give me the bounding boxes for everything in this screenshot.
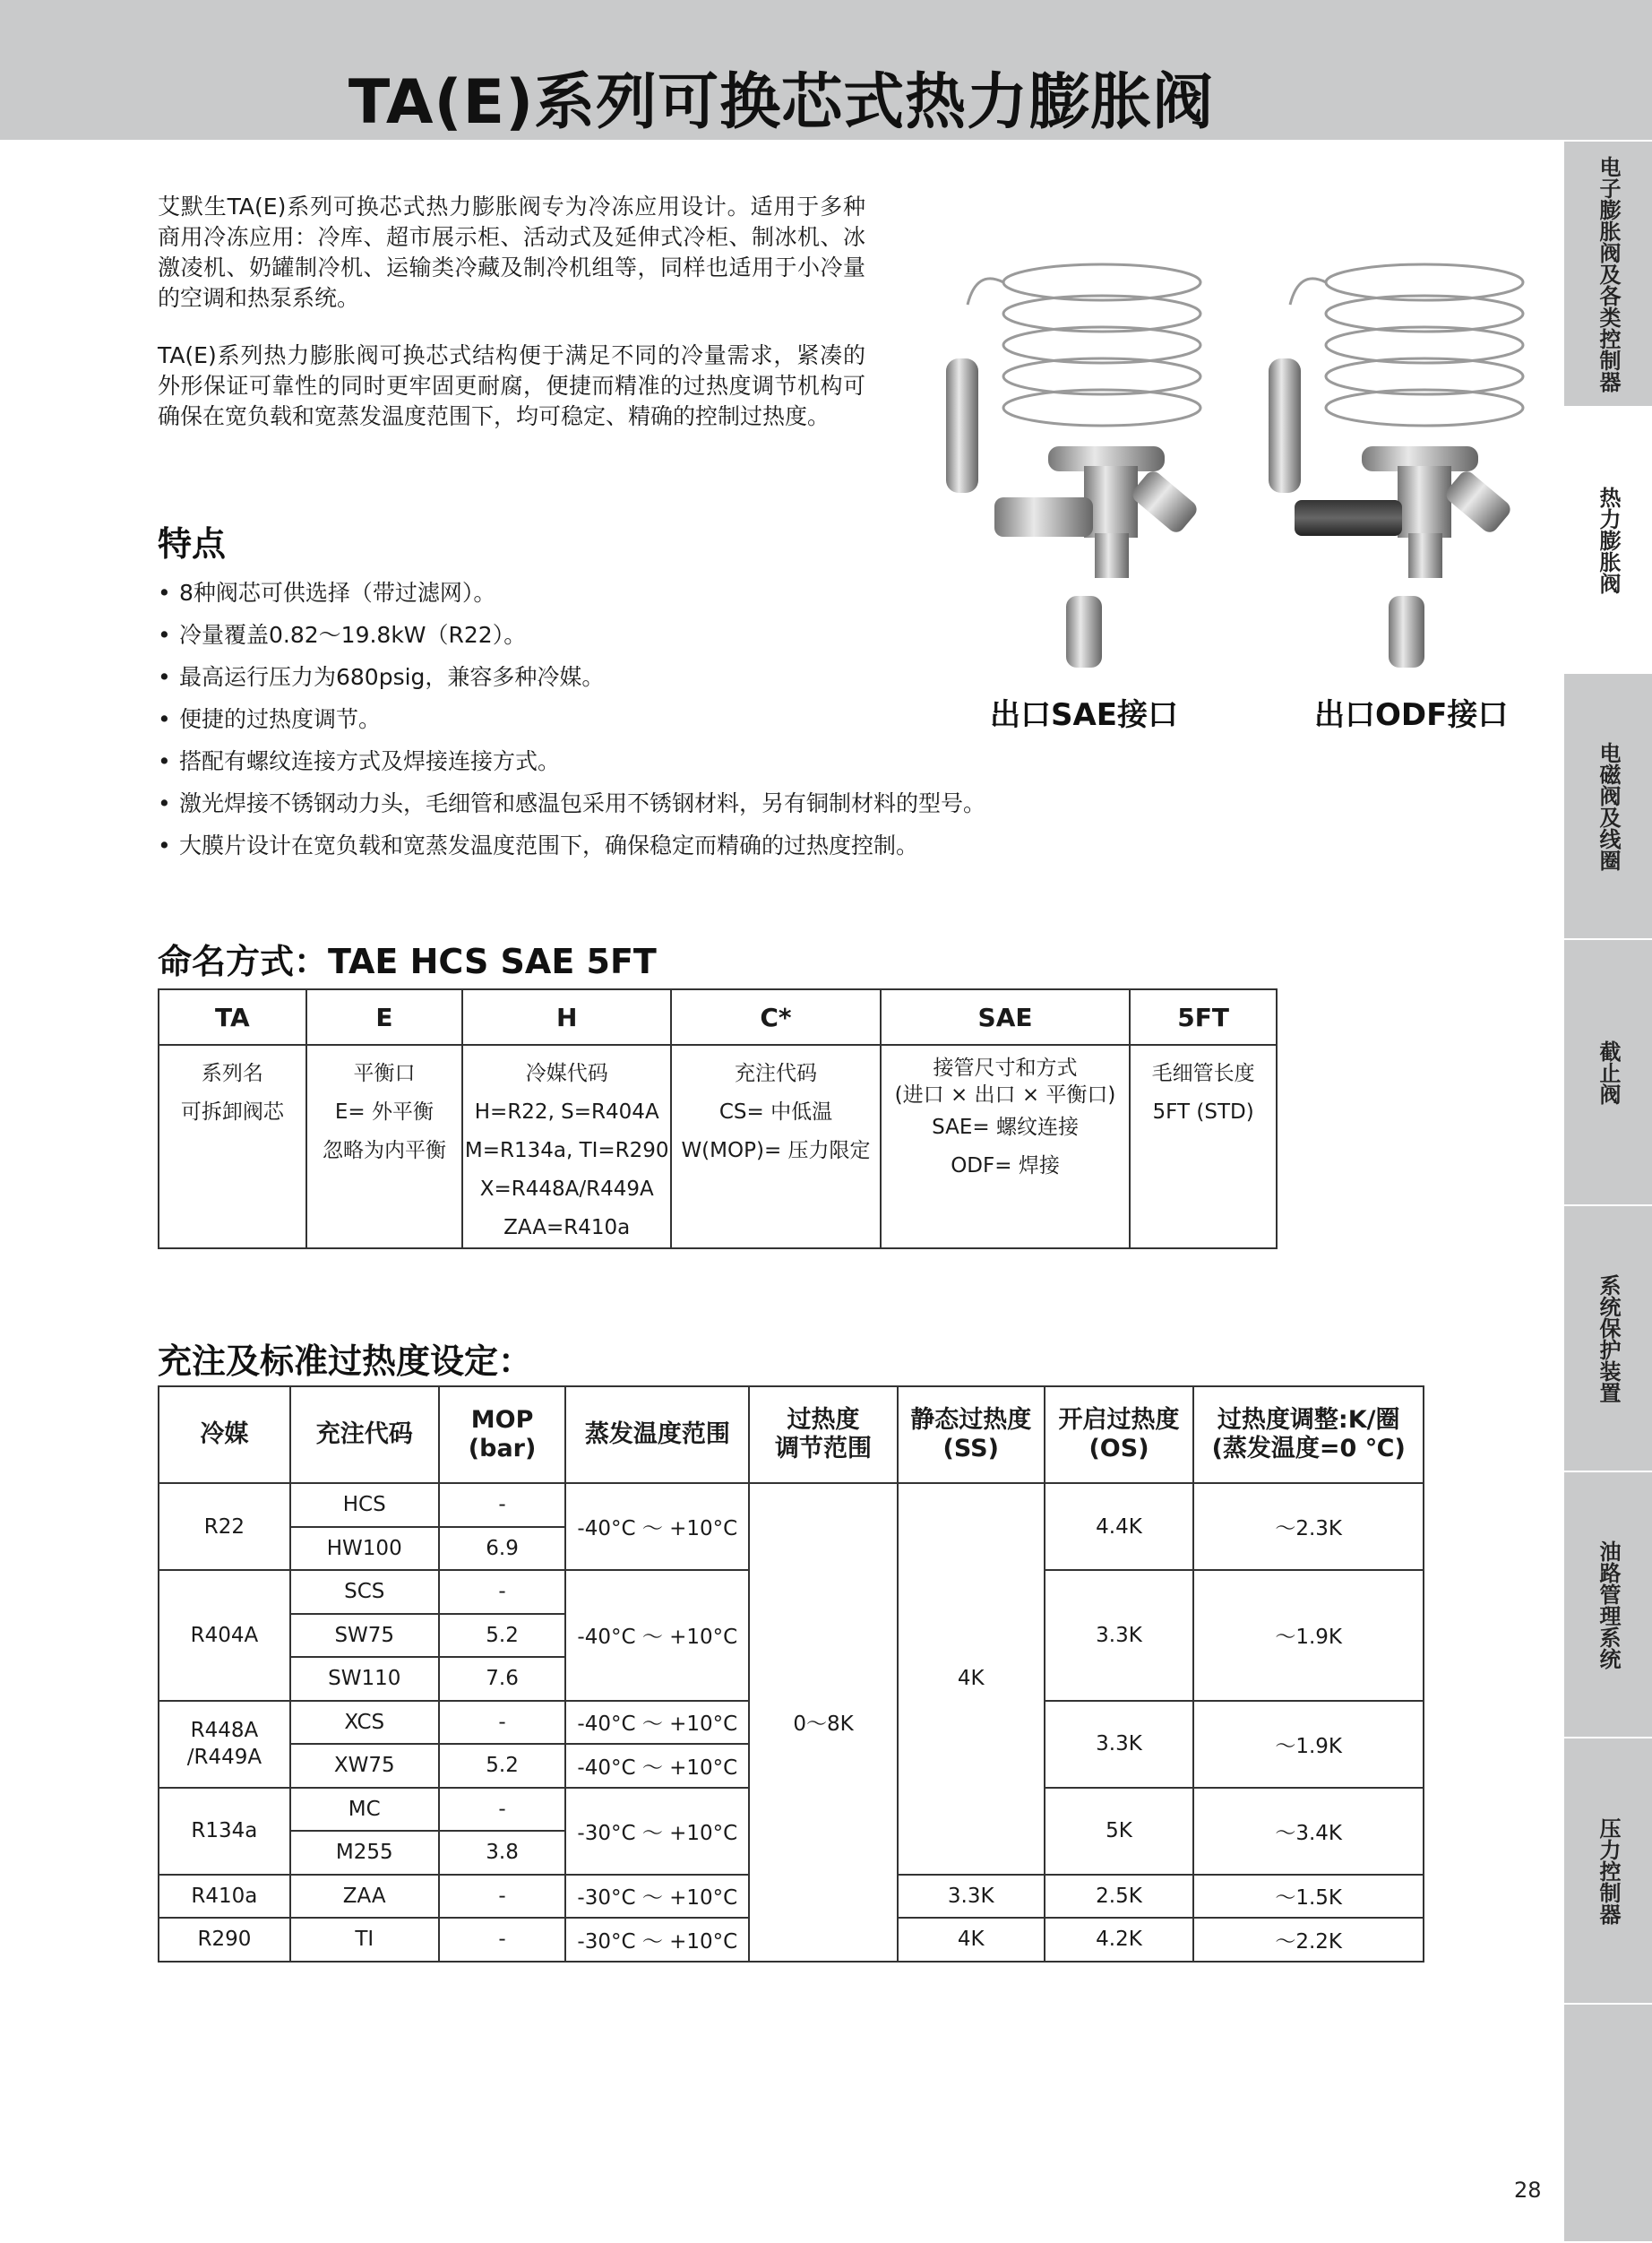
cell-line: SAE= 螺纹连接 (932, 1116, 1079, 1139)
adjustment-cell: ～2.3K (1193, 1483, 1424, 1570)
cell-line: ODF= 焊接 (951, 1154, 1060, 1178)
features-list (158, 572, 1143, 867)
superheat-range-cell: 0～8K (749, 1483, 898, 1962)
opening-superheat-cell: 3.3K (1045, 1701, 1194, 1788)
list-item: • 大膜片设计在宽负载和宽蒸发温度范围下，确保稳定而精确的过热度控制。 (158, 824, 1143, 867)
refrigerant-cell: R404A (159, 1570, 290, 1701)
evap-range-cell: -40°C ～ +10°C (565, 1570, 749, 1701)
table-header (1045, 1386, 1194, 1483)
cell-line: 可拆卸阀芯 (180, 1100, 284, 1124)
header-line: (bar) (468, 1435, 537, 1462)
charge-code-cell: MC (290, 1788, 439, 1832)
evap-range-cell: -30°C ～ +10°C (565, 1918, 749, 1962)
cell-line: 充注代码 (734, 1062, 817, 1085)
refrigerant-cell (159, 1701, 290, 1788)
cell-line: ZAA=R410a (503, 1216, 631, 1239)
list-item: • 搭配有螺纹连接方式及焊接连接方式。 (158, 740, 1143, 782)
charge-code-cell: HW100 (290, 1527, 439, 1571)
tab-label: 热力膨胀阀 (1596, 486, 1621, 594)
adjustment-cell: ～1.5K (1193, 1875, 1424, 1919)
naming-cell (159, 1045, 306, 1248)
table-header (290, 1386, 439, 1483)
tab-label: 油路管理系统 (1596, 1540, 1621, 1669)
evap-range-cell: -30°C ～ +10°C (565, 1788, 749, 1875)
list-item: • 冷量覆盖0.82～19.8kW（R22）。 (158, 614, 1143, 656)
adjustment-cell: ～2.2K (1193, 1918, 1424, 1962)
refrigerant-line: R448A (190, 1719, 259, 1742)
cell-line: 5FT (STD) (1152, 1100, 1254, 1124)
charge-code-cell: SW110 (290, 1657, 439, 1701)
mop-cell: - (439, 1570, 566, 1614)
table-row (159, 1483, 1424, 1527)
opening-superheat-cell: 4.4K (1045, 1483, 1194, 1570)
odf-photo-label: 出口ODF接口 (1314, 697, 1509, 733)
header-line: 调节范围 (775, 1435, 872, 1462)
tab-label: 截止阀 (1596, 1040, 1621, 1105)
table-header: SAE (881, 989, 1130, 1045)
cell-line: 系列名 (201, 1062, 263, 1085)
cell-line: 平衡口 (353, 1062, 416, 1085)
mop-cell: 7.6 (439, 1657, 566, 1701)
header-line: 充注代码 (315, 1420, 413, 1448)
table-header (159, 1386, 290, 1483)
table-header-row (159, 989, 1277, 1045)
header-line: 过热度 (787, 1406, 860, 1434)
charge-table (158, 1385, 1424, 1963)
header-line: (蒸发温度=0 ℃) (1211, 1435, 1406, 1462)
features-heading: 特点 (158, 524, 227, 564)
evap-range-cell: -30°C ～ +10°C (565, 1875, 749, 1919)
list-item: • 最高运行压力为680psig，兼容多种冷媒。 (158, 656, 1143, 698)
page-header (0, 0, 1652, 140)
mop-cell: 5.2 (439, 1744, 566, 1788)
mop-cell: - (439, 1701, 566, 1745)
mop-cell: 3.8 (439, 1831, 566, 1875)
charge-code-cell: SW75 (290, 1614, 439, 1658)
header-line: 蒸发温度范围 (584, 1420, 730, 1448)
intro-paragraph-2: TA(E)系列热力膨胀阀可换芯式结构便于满足不同的冷量需求，紧凑的外形保证可靠性的同时更牢固更耐腐，便捷而精准的过热度调节机构可确保在宽负载和宽蒸发温度范围下，均可稳定、精确的控制过热度。 (158, 342, 865, 429)
charge-code-cell: HCS (290, 1483, 439, 1527)
mop-cell: 6.9 (439, 1527, 566, 1571)
table-header (439, 1386, 566, 1483)
mop-cell: - (439, 1875, 566, 1919)
charge-code-cell: SCS (290, 1570, 439, 1614)
header-line: (OS) (1088, 1435, 1149, 1462)
sae-photo-label: 出口SAE接口 (990, 697, 1179, 733)
table-header (565, 1386, 749, 1483)
static-superheat-cell: 3.3K (898, 1875, 1045, 1919)
tab-blank (1564, 2005, 1652, 2243)
table-header-row (159, 1386, 1424, 1483)
tab-label: 压力控制器 (1596, 1816, 1621, 1925)
intro-paragraph-1: 艾默生TA(E)系列可换芯式热力膨胀阀专为冷冻应用设计。适用于多种商用冷冻应用：冷库、超市展示柜、活动式及延伸式冷柜、制冰机、冰激凌机、奶罐制冷机、运输类冷藏及制冷机组等，同样也适用于小冷量的空调和热泵系统。 (158, 194, 865, 311)
table-header: 5FT (1130, 989, 1277, 1045)
table-header (1193, 1386, 1424, 1483)
naming-cell (306, 1045, 463, 1248)
adjustment-cell: ～3.4K (1193, 1788, 1424, 1875)
cell-line: M=R134a, TI=R290 (464, 1139, 669, 1162)
charge-code-cell: XW75 (290, 1744, 439, 1788)
table-header (749, 1386, 898, 1483)
valve-odf-photo (1254, 242, 1541, 672)
header-line: 开启过热度 (1058, 1406, 1180, 1434)
refrigerant-cell: R290 (159, 1918, 290, 1962)
table-header: H (462, 989, 671, 1045)
list-item: • 激光焊接不锈钢动力头，毛细管和感温包采用不锈钢材料，另有铜制材料的型号。 (158, 782, 1143, 824)
opening-superheat-cell: 4.2K (1045, 1918, 1194, 1962)
header-line: (SS) (942, 1435, 999, 1462)
charge-code-cell: ZAA (290, 1875, 439, 1919)
adjustment-cell: ～1.9K (1193, 1701, 1424, 1788)
evap-range-cell: -40°C ～ +10°C (565, 1744, 749, 1788)
cell-line: 忽略为内平衡 (322, 1139, 446, 1162)
cell-line: E= 外平衡 (334, 1100, 435, 1124)
tab-electronic-valves[interactable] (1564, 142, 1652, 408)
evap-range-cell: -40°C ～ +10°C (565, 1701, 749, 1745)
evap-range-cell: -40°C ～ +10°C (565, 1483, 749, 1570)
list-item: • 8种阀芯可供选择（带过滤网）。 (158, 572, 1143, 614)
naming-cell (462, 1045, 671, 1248)
cell-line: CS= 中低温 (718, 1100, 833, 1124)
mop-cell: - (439, 1918, 566, 1962)
header-line: 静态过热度 (910, 1406, 1032, 1434)
opening-superheat-cell: 3.3K (1045, 1570, 1194, 1701)
naming-heading: 命名方式：TAE HCS SAE 5FT (158, 942, 657, 981)
opening-superheat-cell: 5K (1045, 1788, 1194, 1875)
charge-code-cell: TI (290, 1918, 439, 1962)
cell-line: 接管尺寸和方式 (933, 1057, 1078, 1080)
mop-cell: - (439, 1483, 566, 1527)
mop-cell: 5.2 (439, 1614, 566, 1658)
naming-cell (1130, 1045, 1277, 1248)
static-superheat-cell: 4K (898, 1918, 1045, 1962)
tab-shutoff-valves[interactable] (1564, 940, 1652, 1206)
tab-label: 电磁阀及线圈 (1596, 741, 1621, 871)
header-line: 冷媒 (200, 1420, 249, 1448)
naming-cell (881, 1045, 1130, 1248)
charge-code-cell: M255 (290, 1831, 439, 1875)
table-header: E (306, 989, 463, 1045)
cell-line: H=R22, S=R404A (474, 1100, 659, 1124)
tab-system-protection[interactable] (1564, 1206, 1652, 1472)
refrigerant-cell: R410a (159, 1875, 290, 1919)
page-title: TA(E)系列可换芯式热力膨胀阀 (348, 67, 1215, 138)
tab-label: 系统保护装置 (1596, 1273, 1621, 1403)
charge-heading: 充注及标准过热度设定： (158, 1341, 533, 1381)
tab-solenoid-valves[interactable] (1564, 674, 1652, 940)
refrigerant-cell: R22 (159, 1483, 290, 1570)
charge-code-cell: XCS (290, 1701, 439, 1745)
cell-line: 冷媒代码 (525, 1062, 608, 1085)
tab-label: 电子膨胀阀及各类控制器 (1596, 155, 1621, 393)
naming-table (158, 988, 1278, 1249)
cell-line: X=R448A/R449A (479, 1178, 654, 1201)
table-header: C* (671, 989, 881, 1045)
table-header: TA (159, 989, 306, 1045)
header-line: 过热度调整:K/圈 (1217, 1406, 1400, 1434)
header-line: MOP (470, 1406, 534, 1434)
cell-line: (进口 × 出口 × 平衡口) (894, 1083, 1116, 1107)
cell-line: 毛细管长度 (1151, 1062, 1255, 1085)
cell-line: W(MOP)= 压力限定 (681, 1139, 871, 1162)
tab-oil-management[interactable] (1564, 1472, 1652, 1738)
refrigerant-cell: R134a (159, 1788, 290, 1875)
table-row (159, 1045, 1277, 1248)
intro-text (158, 192, 865, 459)
static-superheat-cell: 4K (898, 1483, 1045, 1875)
tab-pressure-controls[interactable] (1564, 1738, 1652, 2005)
table-header (898, 1386, 1045, 1483)
tab-thermal-expansion-valves[interactable] (1564, 408, 1652, 674)
list-item: • 便捷的过热度调节。 (158, 698, 1143, 740)
mop-cell: - (439, 1788, 566, 1832)
adjustment-cell: ～1.9K (1193, 1570, 1424, 1701)
naming-cell (671, 1045, 881, 1248)
opening-superheat-cell: 2.5K (1045, 1875, 1194, 1919)
page-number: 28 (1514, 2178, 1542, 2203)
refrigerant-line: /R449A (186, 1746, 262, 1769)
